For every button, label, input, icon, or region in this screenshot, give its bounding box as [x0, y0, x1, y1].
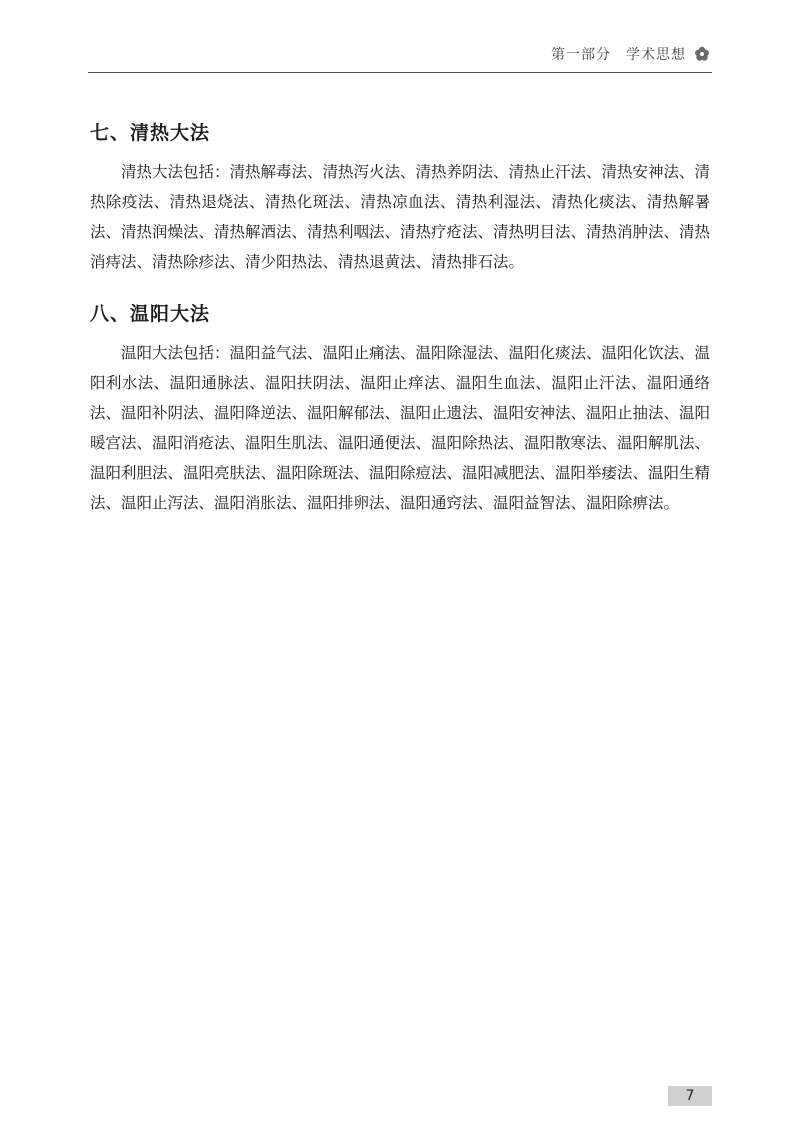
- section-title: 八、温阳大法: [90, 303, 211, 325]
- header-rule: [88, 72, 712, 73]
- running-header: [551, 44, 710, 64]
- section-paragraph: 清热大法包括：清热解毒法、清热泻火法、清热养阴法、清热止汗法、清热安神法、清热除疫法、清热退烧法、清热化斑法、清热凉血法、清热利湿法、清热化痰法、清热解暑法、清热润燥法、清热解酒法、清热利咽法、清热疗疮法、清热明目法、清热消肿法、清热消痔法、清热除疹法、清少阳热法、清热退黄法、清热排石法。: [90, 163, 711, 271]
- section-paragraph: 温阳大法包括：温阳益气法、温阳止痛法、温阳除湿法、温阳化痰法、温阳化饮法、温阳利水法、温阳通脉法、温阳扶阴法、温阳止痒法、温阳生血法、温阳止汗法、温阳通络法、温阳补阴法、温阳降逆法、温阳解郁法、温阳止遗法、温阳安神法、温阳止抽法、温阳暖宫法、温阳消疮法、温阳生肌法、温阳通便法、温阳除热法、温阳散寒法、温阳解肌法、温阳利胆法、温阳亮肤法、温阳除斑法、温阳除痘法、温阳减肥法、温阳举痿法、温阳生精法、温阳止泻法、温阳消胀法、温阳排卵法、温阳通窍法、温阳益智法、温阳除痹法。: [90, 344, 711, 512]
- page-number: [668, 1086, 712, 1106]
- page-number-label: 7: [685, 1088, 695, 1104]
- running-header-title: 第一部分 学术思想: [551, 47, 686, 63]
- section-title: 七、清热大法: [90, 122, 211, 144]
- flower-icon: [694, 46, 710, 62]
- page-content: [90, 118, 710, 540]
